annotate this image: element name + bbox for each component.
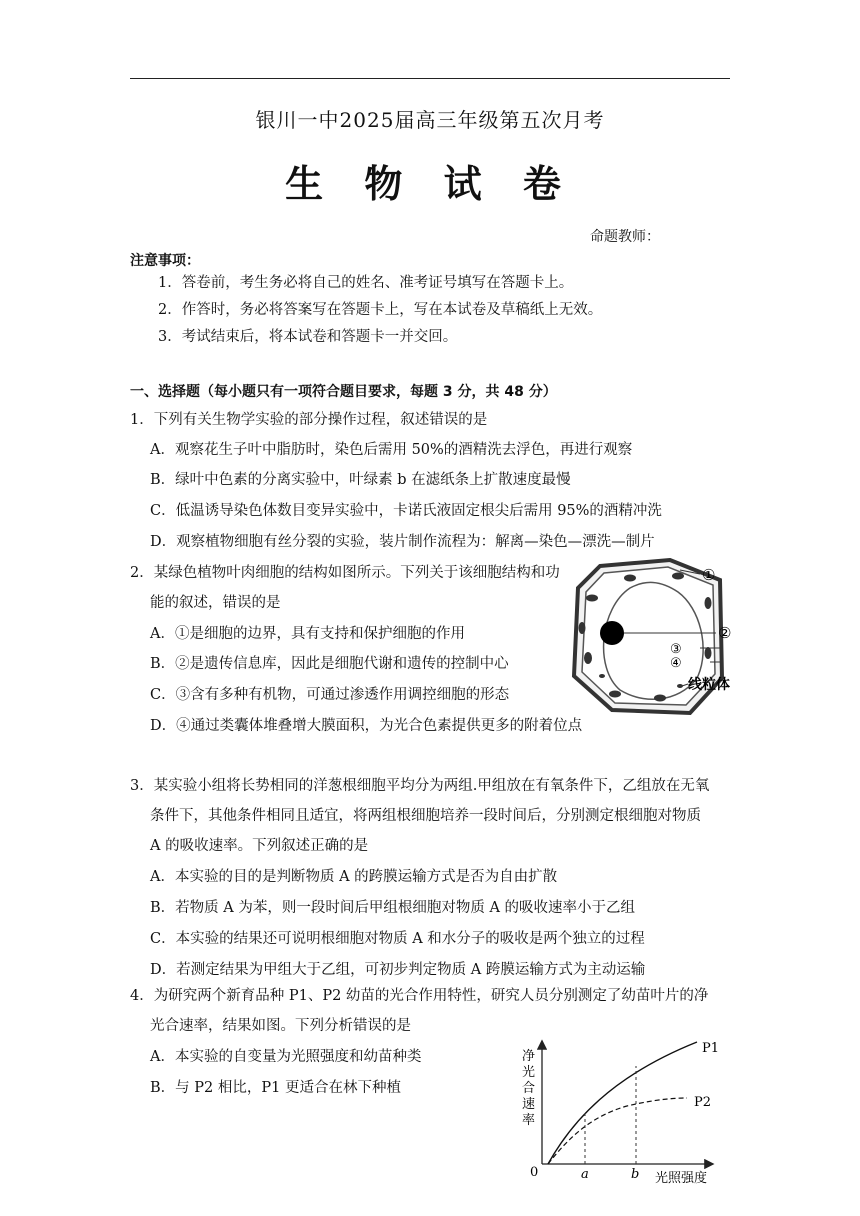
option-c: C．③含有多种有机物，可通过渗透作用调控细胞的形态	[150, 687, 510, 703]
question-stem: 光合速率，结果如图。下列分析错误的是	[150, 1018, 411, 1034]
option-b: B．与 P2 相比，P1 更适合在林下种植	[150, 1080, 401, 1096]
question-stem: A 的吸收速率。下列叙述正确的是	[150, 838, 369, 854]
section-heading: 一、选择题（每小题只有一项符合题目要求，每题 3 分，共 48 分）	[130, 384, 557, 400]
notice-item: 2．作答时，务必将答案写在答题卡上，写在本试卷及草稿纸上无效。	[158, 302, 603, 318]
option-b: B．②是遗传信息库，因此是细胞代谢和遗传的控制中心	[150, 656, 509, 672]
label-mitochondria: 线粒体	[688, 677, 730, 693]
ylabel-char: 合	[522, 1081, 536, 1096]
series-p1-curve	[548, 1042, 697, 1164]
photosynthesis-graph	[512, 1036, 732, 1186]
option-a: A．本实验的目的是判断物质 A 的跨膜运输方式是否为自由扩散	[150, 869, 558, 885]
label-1: ①	[702, 566, 716, 584]
option-c: C．本实验的结果还可说明根细胞对物质 A 和水分子的吸收是两个独立的过程	[150, 931, 645, 947]
question-stem: 2．某绿色植物叶肉细胞的结构如图所示。下列关于该细胞结构和功	[130, 565, 560, 581]
plant-cell-figure	[560, 558, 770, 718]
header-rule	[130, 78, 730, 79]
option-b: B．若物质 A 为苯，则一段时间后甲组根细胞对物质 A 的吸收速率小于乙组	[150, 900, 636, 916]
ylabel-char: 光	[522, 1065, 536, 1080]
label-3: ③	[670, 642, 682, 657]
option-a: A．观察花生子叶中脂肪时，染色后需用 50%的酒精洗去浮色，再进行观察	[150, 442, 633, 458]
chloroplast	[705, 597, 712, 609]
option-d: D．观察植物细胞有丝分裂的实验，装片制作流程为：解离—染色—漂洗—制片	[150, 534, 655, 550]
question-stem: 4．为研究两个新育品种 P1、P2 幼苗的光合作用特性，研究人员分别测定了幼苗叶片的净	[130, 988, 709, 1004]
notice-heading: 注意事项：	[130, 253, 200, 269]
ylabel-char: 速	[522, 1097, 536, 1112]
exam-subtitle: 银川一中2025届高三年级第五次月考	[255, 108, 605, 132]
legend-p1: P1	[702, 1041, 720, 1056]
legend-p2: P2	[694, 1095, 712, 1110]
question-stem: 3．某实验小组将长势相同的洋葱根细胞平均分为两组.甲组放在有氧条件下，乙组放在无氧	[130, 778, 710, 794]
chloroplast	[624, 575, 636, 582]
notice-item: 3．考试结束后，将本试卷和答题卡一并交回。	[158, 329, 458, 345]
chloroplast	[654, 695, 666, 702]
label-2: ②	[718, 624, 732, 642]
chloroplast	[609, 691, 621, 698]
ylabel-char: 净	[522, 1049, 536, 1064]
ylabel-char: 率	[522, 1113, 536, 1128]
option-d: D．④通过类囊体堆叠增大膜面积，为光合色素提供更多的附着位点	[150, 718, 583, 734]
nucleus	[600, 621, 624, 645]
series-p2-curve	[548, 1098, 687, 1164]
question-stem: 1．下列有关生物学实验的部分操作过程，叙述错误的是	[130, 412, 488, 428]
option-a: A．本实验的自变量为光照强度和幼苗种类	[150, 1049, 422, 1065]
option-b: B．绿叶中色素的分离实验中，叶绿素 b 在滤纸条上扩散速度最慢	[150, 472, 571, 488]
question-stem: 能的叙述，错误的是	[150, 595, 281, 611]
option-d: D．若测定结果为甲组大于乙组，可初步判定物质 A 跨膜运输方式为主动运输	[150, 962, 646, 978]
mitochondrion	[599, 674, 605, 678]
tick-b: b	[631, 1167, 640, 1182]
xlabel: 光照强度	[655, 1171, 708, 1186]
origin-label: 0	[530, 1165, 539, 1180]
chloroplast	[579, 622, 586, 634]
author-line: 命题教师：	[590, 229, 660, 245]
tick-a: a	[581, 1167, 589, 1182]
chloroplast	[672, 573, 684, 580]
chloroplast	[584, 652, 592, 664]
label-4: ④	[670, 656, 682, 671]
option-c: C．低温诱导染色体数目变异实验中，卡诺氏液固定根尖后需用 95%的酒精冲洗	[150, 503, 662, 519]
chloroplast	[705, 647, 712, 659]
question-stem: 条件下，其他条件相同且适宜，将两组根细胞培养一段时间后，分别测定根细胞对物质	[150, 808, 701, 824]
exam-title: 生 物 试 卷	[285, 161, 575, 206]
notice-item: 1．答卷前，考生务必将自己的姓名、准考证号填写在答题卡上。	[158, 275, 574, 291]
option-a: A．①是细胞的边界，具有支持和保护细胞的作用	[150, 626, 465, 642]
chloroplast	[586, 595, 598, 602]
